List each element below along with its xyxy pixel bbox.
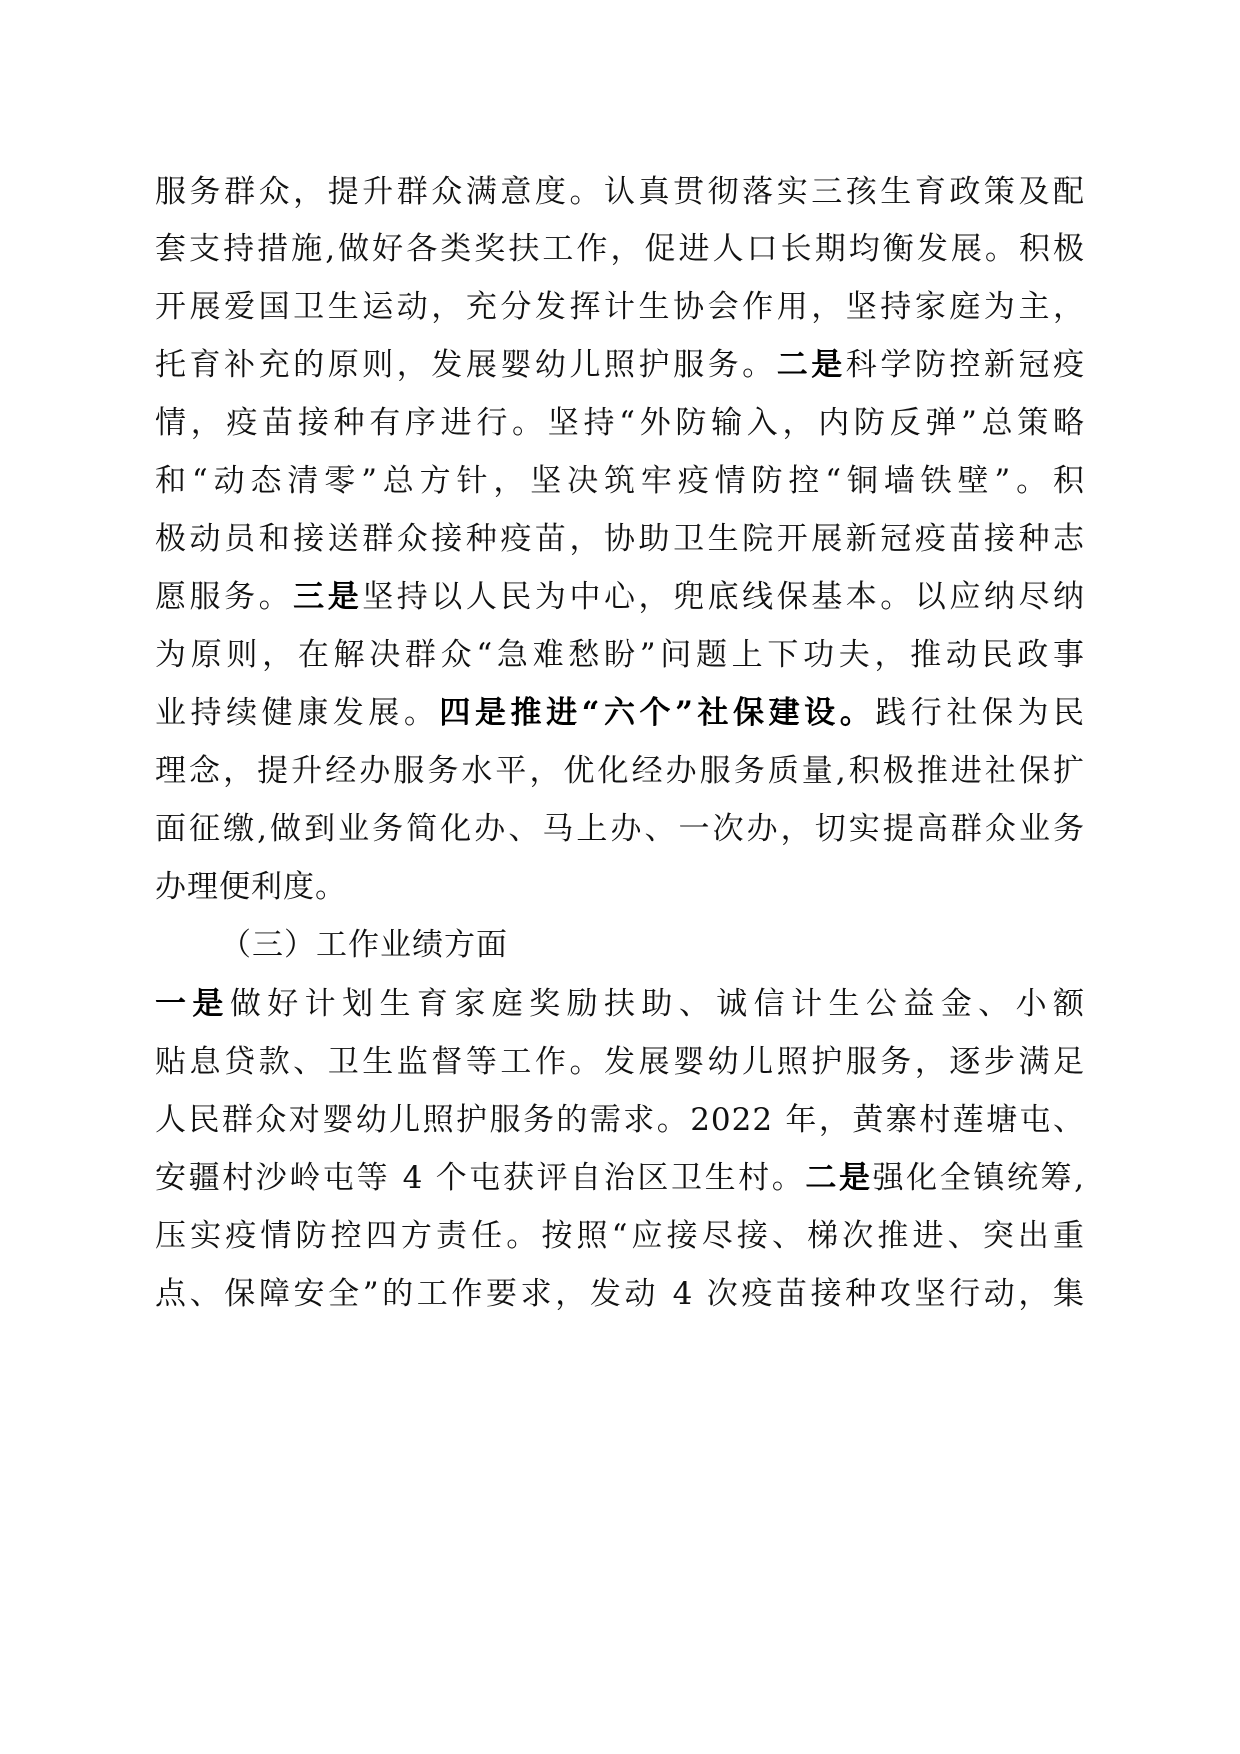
text-line-9 xyxy=(155,627,1085,683)
bold-marker: 四是推进“六个”社保建设。 xyxy=(439,695,876,731)
text-line-1 xyxy=(155,164,1085,220)
text-line-5 xyxy=(155,395,1085,451)
bold-marker: 二是 xyxy=(805,1160,873,1196)
text-run: 做好计划生育家庭奖励扶助、诚信计生公益金、小额 xyxy=(229,986,1086,1022)
bold-marker: 三是 xyxy=(293,579,363,615)
text-run: （三）工作业绩方面 xyxy=(220,927,508,963)
text-line-11 xyxy=(155,743,1085,799)
text-line-8 xyxy=(155,569,1085,625)
text-run: 贴息贷款、卫生监督等工作。发展婴幼儿照护服务，逐步满足 xyxy=(155,1044,1085,1080)
text-run: 套支持措施,做好各类奖扶工作，促进人口长期均衡发展。积极 xyxy=(155,231,1085,267)
text-line-19 xyxy=(155,1208,1085,1264)
text-run: 强化全镇统筹, xyxy=(872,1160,1086,1196)
text-run: 人民群众对婴幼儿照护服务的需求。2022 年，黄寨村莲塘屯、 xyxy=(155,1102,1085,1138)
text-line-2 xyxy=(155,221,1085,277)
text-line-7 xyxy=(155,511,1085,567)
bold-marker: 一是 xyxy=(155,986,230,1022)
text-run: 面征缴,做到业务简化办、马上办、一次办，切实提高群众业务 xyxy=(155,811,1085,847)
text-run: 极动员和接送群众接种疫苗，协助卫生院开展新冠疫苗接种志 xyxy=(155,521,1085,557)
text-run: 压实疫情防控四方责任。按照“应接尽接、梯次推进、突出重 xyxy=(155,1218,1085,1254)
bold-marker: 二是 xyxy=(776,347,846,383)
section-heading xyxy=(220,917,820,973)
text-run: 愿服务。 xyxy=(155,579,294,615)
text-run: 理念，提升经办服务水平，优化经办服务质量,积极推进社保扩 xyxy=(155,753,1085,789)
text-line-16 xyxy=(155,1034,1085,1090)
text-line-4 xyxy=(155,337,1085,393)
text-run: 点、保障安全”的工作要求，发动 4 次疫苗接种攻坚行动，集 xyxy=(155,1276,1085,1312)
text-line-3 xyxy=(155,279,1085,335)
text-run: 践行社保为民 xyxy=(875,695,1086,731)
text-run: 业持续健康发展。 xyxy=(155,695,440,731)
text-run: 坚持以人民为中心，兜底线保基本。以应纳尽纳 xyxy=(362,579,1086,615)
text-line-10 xyxy=(155,685,1085,741)
text-run: 安疆村沙岭屯等 4 个屯获评自治区卫生村。 xyxy=(155,1160,806,1196)
text-run: 和“动态清零”总方针，坚决筑牢疫情防控“铜墙铁壁”。积 xyxy=(155,463,1085,499)
text-run: 服务群众，提升群众满意度。认真贯彻落实三孩生育政策及配 xyxy=(155,174,1085,210)
text-run: 办理便利度。 xyxy=(155,869,347,905)
text-run: 为原则，在解决群众“急难愁盼”问题上下功夫，推动民政事 xyxy=(155,637,1085,673)
text-line-12 xyxy=(155,801,1085,857)
text-line-20 xyxy=(155,1266,1085,1322)
text-run: 托育补充的原则，发展婴幼儿照护服务。 xyxy=(155,347,777,383)
text-run: 情，疫苗接种有序进行。坚持“外防输入，内防反弹”总策略 xyxy=(155,405,1085,441)
text-line-13 xyxy=(155,859,1085,915)
text-line-15 xyxy=(155,976,1085,1032)
text-line-18 xyxy=(155,1150,1085,1206)
text-run: 科学防控新冠疫 xyxy=(845,347,1086,383)
text-line-6 xyxy=(155,453,1085,509)
text-line-17 xyxy=(155,1092,1085,1148)
text-run: 开展爱国卫生运动，充分发挥计生协会作用，坚持家庭为主， xyxy=(155,289,1085,325)
